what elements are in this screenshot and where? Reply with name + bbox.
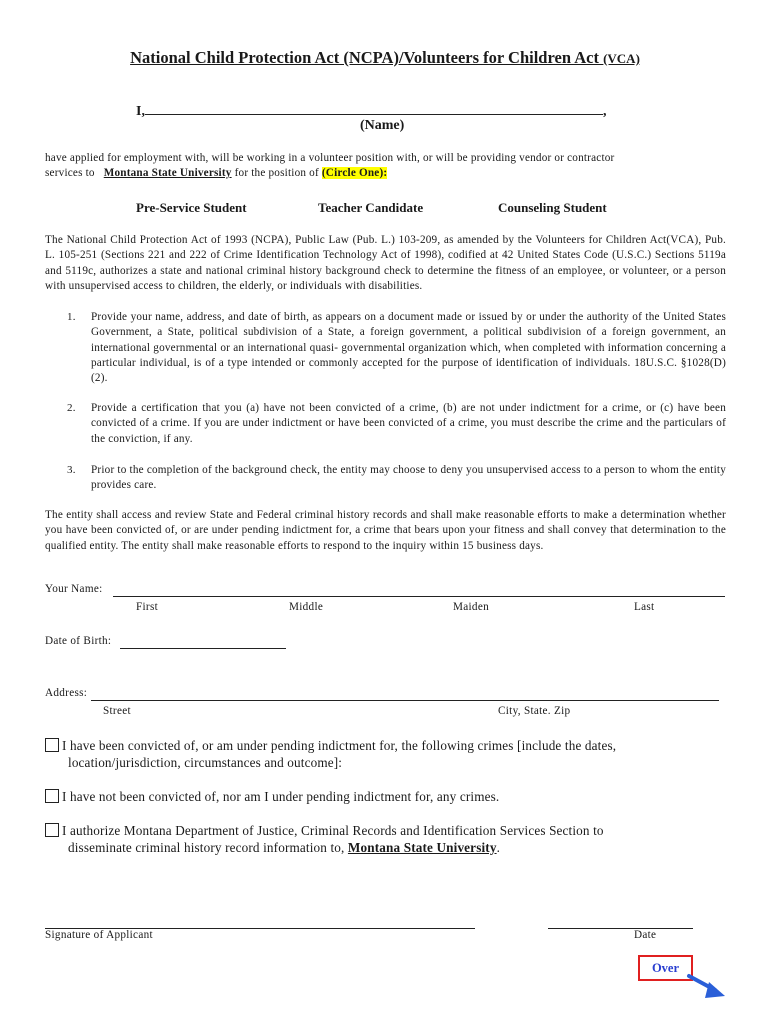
item-1-number: 1.: [67, 311, 76, 323]
circle-one-label: (Circle One):: [321, 167, 388, 179]
authorize-text-prefix: disseminate criminal history record information to,: [68, 840, 345, 855]
date-input-line[interactable]: [548, 918, 693, 929]
signature-input-line[interactable]: [45, 918, 475, 929]
name-part-last: Last: [634, 601, 655, 613]
title-text: National Child Protection Act (NCPA)/Volunteers for Children Act: [130, 48, 604, 67]
your-name-label: Your Name:: [45, 583, 103, 595]
option-teacher-candidate[interactable]: Teacher Candidate: [318, 200, 424, 215]
intro-line-2: [45, 166, 735, 181]
checkbox-convicted-text-2: location/jurisdiction, circumstances and outcome]:: [68, 755, 343, 770]
entity-paragraph: The entity shall access and review State and Federal criminal history records and shall make reasonable efforts to make a determination whether you have been convicted of, or are under pending indictment for, a crime that bears upon your fitness and shall convey that determination to the qualified entity. The entity shall make reasonable efforts to respond to the inquiry within 15 business days.: [45, 509, 726, 552]
address-part-city-state-zip: City, State. Zip: [498, 705, 571, 717]
authorize-text-suffix: .: [496, 840, 501, 855]
name-suffix: ,: [602, 104, 607, 119]
intro-mid: for the position of: [234, 167, 319, 179]
checkbox-not-convicted[interactable]: [45, 789, 59, 803]
signature-label: Signature of Applicant: [45, 929, 153, 941]
name-prefix: I,: [136, 104, 145, 119]
intro-line-1: have applied for employment with, will be working in a volunteer position with, or will be providing vendor or contractor: [45, 152, 615, 164]
address-label: Address:: [45, 687, 88, 699]
item-2-text: Provide a certification that you (a) have not been convicted of a crime, (b) are not under indictment for a crime, or (c) have been convicted of a crime. If you are under indictment or have been convicted of a crime, you must describe the crime and the particulars of the conviction, if any.: [91, 402, 726, 445]
address-input-line[interactable]: [91, 690, 719, 701]
item-2-number: 2.: [67, 402, 76, 414]
name-part-middle: Middle: [289, 601, 324, 613]
dob-label: Date of Birth:: [45, 635, 112, 647]
item-3-text: Prior to the completion of the background check, the entity may choose to deny you unsupervised access to a person to whom the entity provides care.: [91, 464, 726, 492]
name-part-maiden: Maiden: [453, 601, 489, 613]
checkbox-authorize[interactable]: [45, 823, 59, 837]
arrow-icon: [685, 972, 730, 1002]
intro-prefix: services to: [45, 167, 95, 179]
your-name-input-line[interactable]: [113, 586, 725, 597]
checkbox-authorize-text-1: I authorize Montana Department of Justice, Criminal Records and Identification Services Section to: [62, 823, 604, 838]
page-title: [0, 48, 770, 68]
university-name: Montana State University: [103, 167, 232, 179]
checkbox-authorize-text-2: [68, 839, 500, 856]
checkbox-convicted[interactable]: [45, 738, 59, 752]
checkbox-not-convicted-text: I have not been convicted of, nor am I under pending indictment for, any crimes.: [62, 789, 500, 804]
option-pre-service-student[interactable]: Pre-Service Student: [136, 200, 247, 215]
dob-input-line[interactable]: [120, 638, 286, 649]
item-1-text: Provide your name, address, and date of birth, as appears on a document made or issued by or under the authority of the United States Government, a State, political subdivision of a State, a foreign government, a political subdivision of a foreign government, an international governmental or an international quasi- governmental organization which, when completed with information concerning a particular individual, is of a type intended or commonly accepted for the purpose of identification of individuals. 18U.S.C. §1028(D)(2).: [91, 311, 726, 385]
option-counseling-student[interactable]: Counseling Student: [498, 200, 607, 215]
item-3-number: 3.: [67, 464, 76, 476]
title-abbr: (VCA): [603, 51, 640, 66]
checkbox-convicted-text-1: I have been convicted of, or am under pending indictment for, the following crimes [include the dates,: [62, 738, 617, 753]
date-label: Date: [634, 929, 657, 941]
name-input-line[interactable]: [145, 102, 603, 115]
name-caption: (Name): [360, 118, 405, 133]
name-part-first: First: [136, 601, 159, 613]
over-button[interactable]: Over: [638, 955, 693, 981]
authorize-university: Montana State University: [347, 840, 497, 855]
act-paragraph: The National Child Protection Act of 1993 (NCPA), Public Law (Pub. L.) 103-209, as amended by the Volunteers for Children Act(VCA), Pub. L. 105-251 (Sections 221 and 222 of Crime Identification Technology Act of 1998), codified at 42 United States Code (U.S.C.) Sections 5119a and 5119c, authorizes a state and national criminal history background check to determine the fitness of an employee, or volunteer, or a person with unsupervised access to children, the elderly, or individuals with disabilities.: [45, 234, 726, 292]
address-part-street: Street: [103, 705, 131, 717]
